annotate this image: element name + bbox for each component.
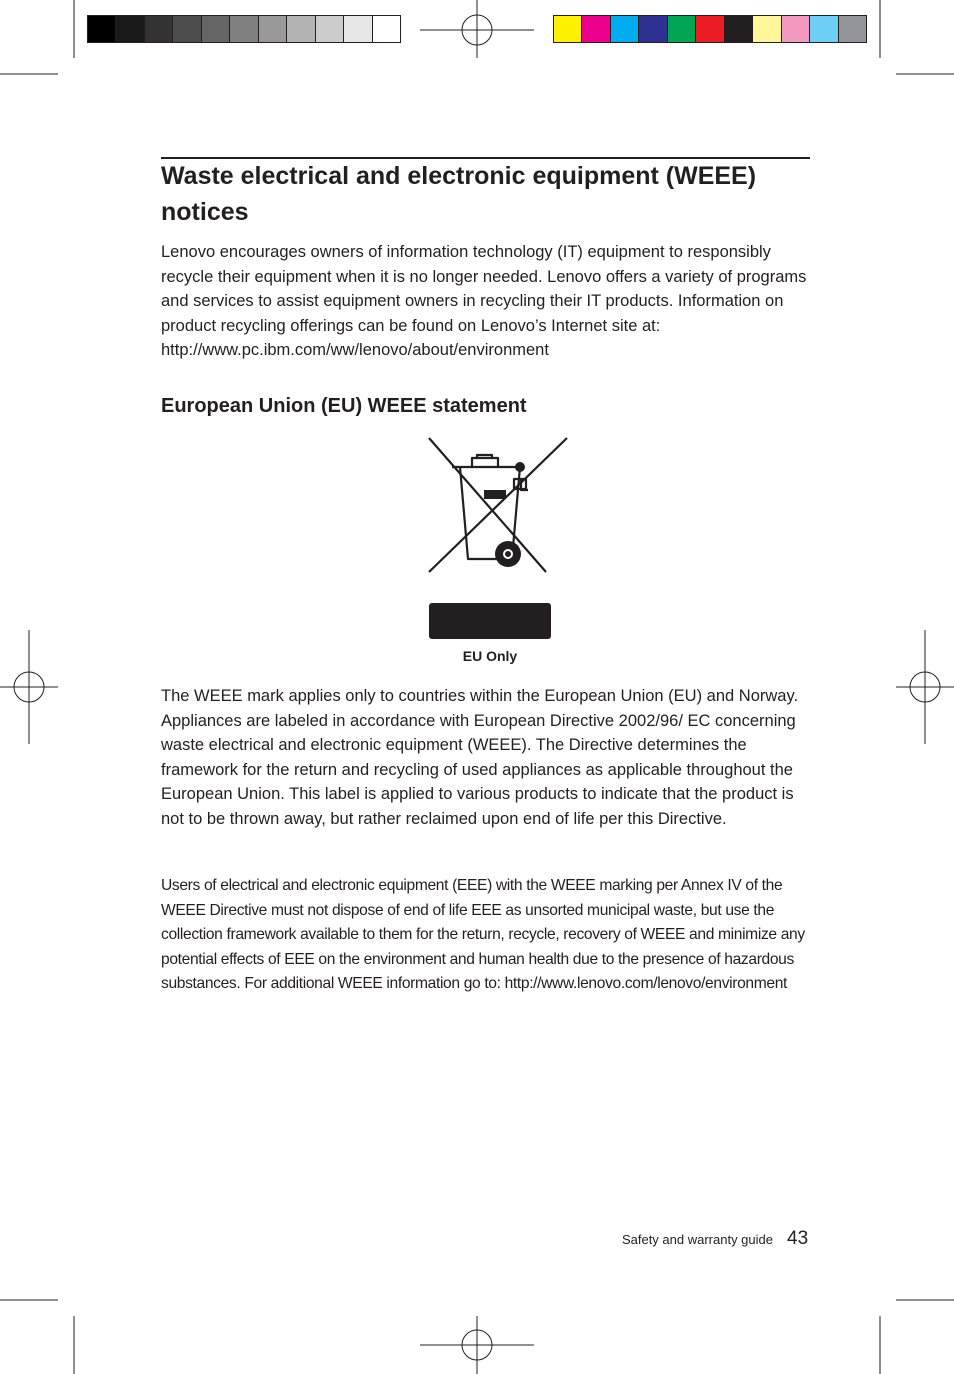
calibration-swatch [230, 16, 258, 42]
eu-only-black-bar [429, 603, 551, 639]
calibration-swatch [554, 16, 582, 42]
calibration-swatch [725, 16, 753, 42]
calibration-swatch [202, 16, 230, 42]
registration-mark-right [896, 630, 954, 744]
calibration-swatch [173, 16, 201, 42]
registration-mark-left [0, 630, 58, 744]
calibration-swatch [611, 16, 639, 42]
weee-mark-paragraph: The WEEE mark applies only to countries within the European Union (EU) and Norway. Appliances are labeled in accordance with European Directive 2002/96/ EC concerning waste electrical and electronic equipment (WEEE). The Directive determines the framework for the return and recycling of used appliances as applicable throughout the European Union. This label is applied to various products to indicate that the product is not to be thrown away, but rather reclaimed upon end of life per this Directive. [161, 687, 799, 828]
page-number: 43 [787, 1228, 809, 1249]
crossed-out-wheelie-bin-icon [426, 434, 571, 576]
calibration-swatch [839, 16, 866, 42]
calibration-swatch [259, 16, 287, 42]
calibration-swatch [668, 16, 696, 42]
page-title: Waste electrical and electronic equipment (WEEE) notices [161, 162, 757, 226]
calibration-swatch [88, 16, 116, 42]
calibration-swatch [582, 16, 610, 42]
eu-only-label: EU Only [462, 648, 518, 664]
weee-users-paragraph: Users of electrical and electronic equipment (EEE) with the WEEE marking per Annex IV of the WEEE Directive must not dispose of end of life EEE as unsorted municipal waste, but use the collection framework available to them for the return, recycle, recovery of WEEE and minimize any potential effects of EEE on the environment and human health due to the presence of hazardous substances. For additional WEEE information go to: http://www.lenovo.com/lenovo/environment [161, 877, 805, 993]
calibration-swatch [639, 16, 667, 42]
calibration-swatch [116, 16, 144, 42]
calibration-swatch [753, 16, 781, 42]
section-title-eu-weee: European Union (EU) WEEE statement [161, 395, 527, 417]
registration-mark-bottom [420, 1316, 534, 1374]
calibration-swatch [316, 16, 344, 42]
footer-guide-name: Safety and warranty guide [621, 1232, 773, 1247]
calibration-swatch [782, 16, 810, 42]
grayscale-calibration-bar [87, 15, 401, 43]
calibration-swatch [810, 16, 838, 42]
intro-paragraph: Lenovo encourages owners of information technology (IT) equipment to responsibly recycle their equipment when it is no longer needed. Lenovo offers a variety of programs and services to assist equipment owners in recycling their IT products. Information on product recycling offerings can be found on Lenovo’s Internet site at: http://www.pc.ibm.com/ww/lenovo/about/environment [161, 243, 807, 360]
registration-mark-top [420, 0, 534, 58]
calibration-swatch [373, 16, 400, 42]
calibration-swatch [287, 16, 315, 42]
calibration-swatch [344, 16, 372, 42]
color-calibration-bar [553, 15, 867, 43]
calibration-swatch [696, 16, 724, 42]
calibration-swatch [145, 16, 173, 42]
